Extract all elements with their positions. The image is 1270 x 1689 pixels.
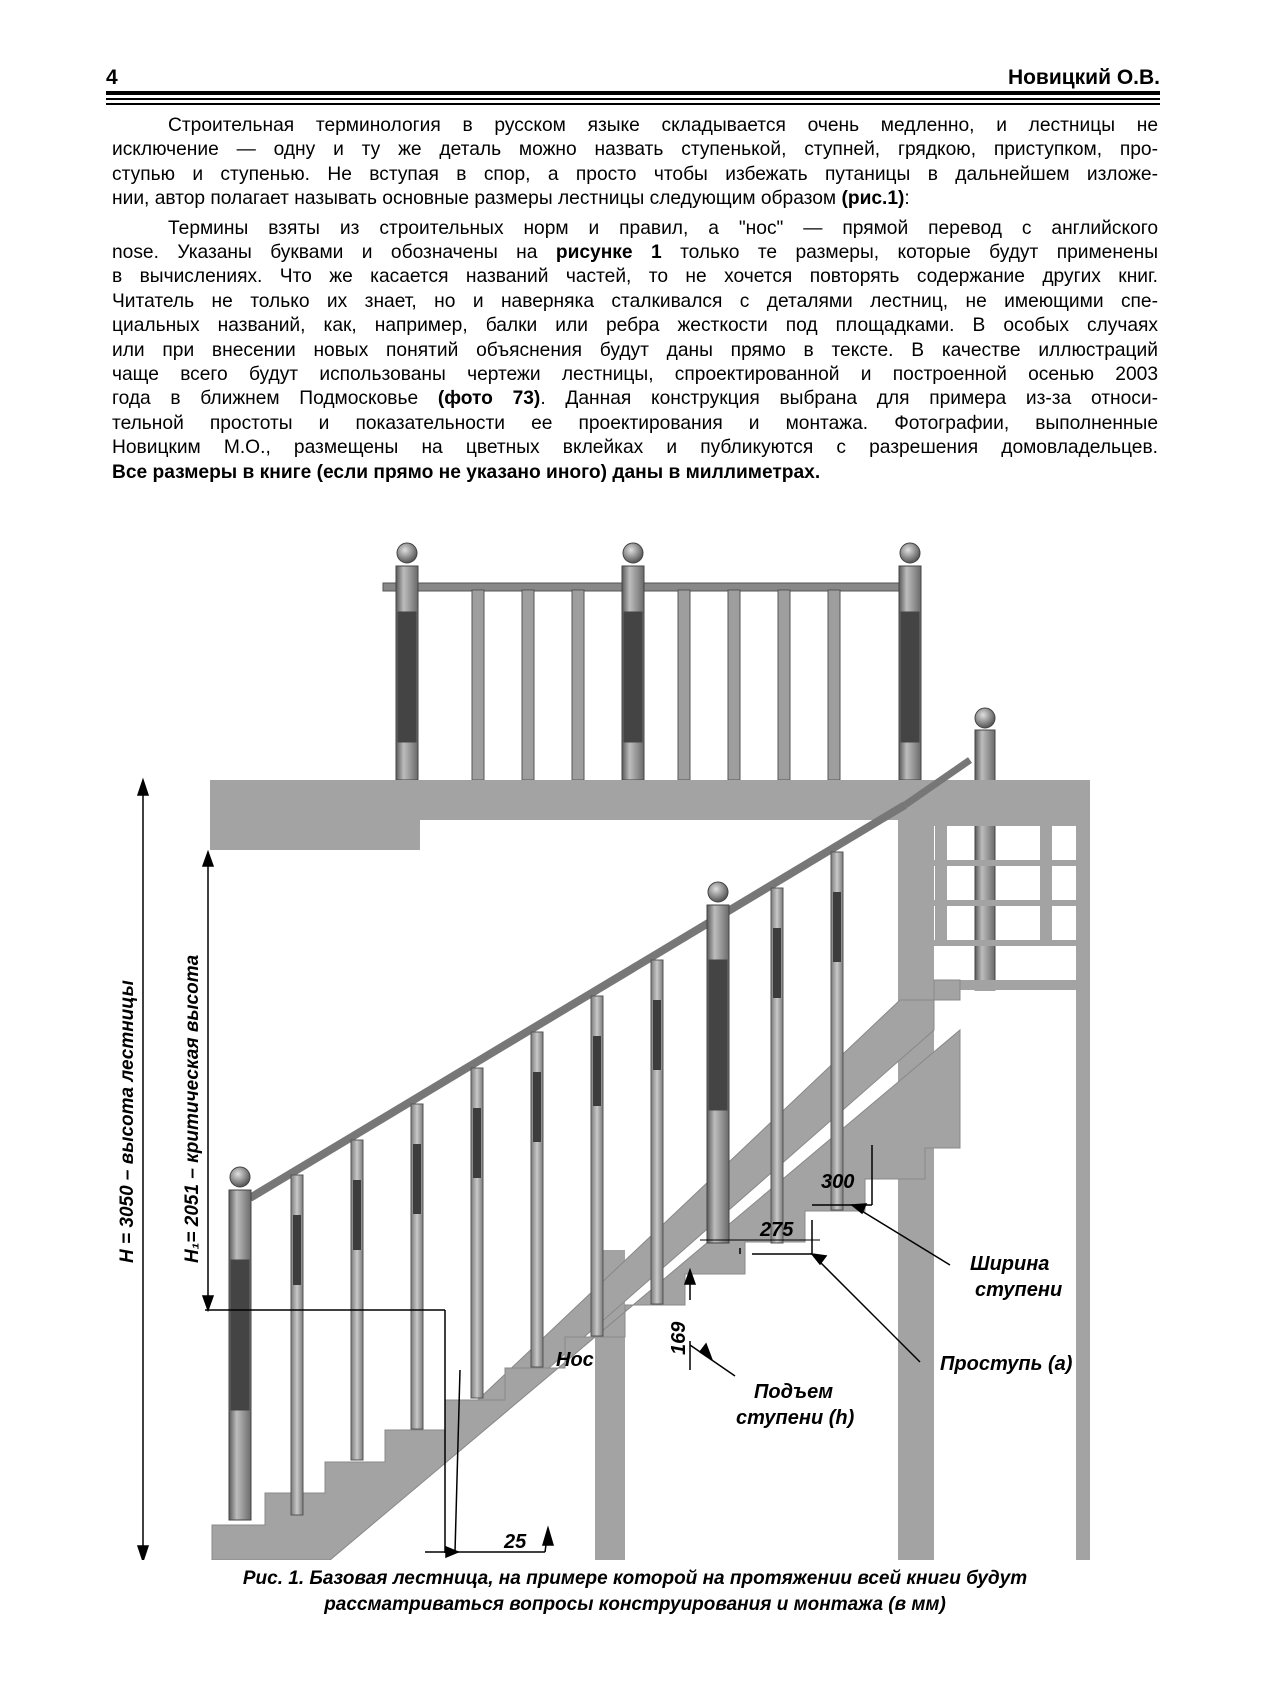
figure-reference: (рис.1)	[841, 188, 905, 210]
text-line: Читатель не только их знает, но и наверняка сталкивался с деталями лестниц, не имеющими спе-	[112, 290, 1158, 312]
header-rule-thin-2	[106, 103, 1160, 105]
text-line: тельной простоты и показательности ее проектирования и монтажа. Фотографии, выполненные	[112, 412, 1158, 434]
text-line: чаще всего будут использованы чертежи лестницы, спроектированной и построенной осенью 2003	[112, 364, 1158, 386]
text-line: нии, автор полагает называть основные размеры лестницы следующим образом (рис.1):	[112, 188, 910, 210]
caption-line: рассматриваться вопросы конструирования и монтажа (в мм)	[324, 1594, 946, 1615]
text-line: nose. Указаны буквами и обозначены на рисунке 1 только те размеры, которые будут применены	[112, 242, 1158, 264]
label-rise-2: ступени (h)	[736, 1407, 855, 1429]
label-rise-1: Подъем	[754, 1381, 834, 1403]
text-line: Новицким М.О., размещены на цветных вклейках и публикуются с разрешения домовладельцев.	[112, 437, 1158, 459]
figure-caption	[112, 1566, 1158, 1618]
critical-height-label: H₁= 2051 – критическая высота	[182, 954, 203, 1263]
text-line: исключение — одну и ту же деталь можно назвать ступенькой, ступней, грядкою, приступком, про-	[112, 139, 1158, 161]
text-line: ступью и ступенью. Не вступая в спор, а просто чтобы избежать путаницы в дальнейшем изложе-	[112, 163, 1158, 185]
photo-reference: (фото 73)	[437, 388, 541, 410]
text-line: года в ближнем Подмосковье (фото 73). Данная конструкция выбрана для примера из-за относи-	[112, 388, 1158, 410]
stair-stringer-and-steps	[212, 980, 960, 1560]
paragraph-terminology	[112, 114, 1158, 212]
landing-platform	[210, 780, 1090, 1560]
running-head-author: Новицкий О.В.	[1007, 66, 1160, 89]
upper-railing	[383, 583, 910, 780]
units-note: Все размеры в книге (если прямо не указано иного) даны в миллиметрах.	[112, 461, 821, 483]
label-step-width-2: ступени	[975, 1279, 1063, 1301]
label-step-width-1: Ширина	[970, 1253, 1050, 1275]
dimension-275: 275	[760, 1219, 794, 1241]
text-line: циальных названий, как, например, балки или ребра жесткости под площадками. В особых случаях	[112, 315, 1158, 337]
dimension-25: 25	[504, 1531, 527, 1553]
header-rule-thin-1	[106, 98, 1160, 100]
text-line: в вычислениях. Что же касается названий частей, то не хочется повторять содержание других книг.	[112, 266, 1158, 288]
staircase-drawing	[0, 500, 1270, 1560]
text-line: или при внесении новых понятий объяснения будут даны прямо в тексте. В качестве иллюстраций	[112, 339, 1158, 361]
overall-height-label: H = 3050 – высота лестницы	[117, 980, 138, 1263]
dimension-169: 169	[668, 1321, 690, 1355]
header-rule-thick	[106, 91, 1160, 95]
label-nose: Нос	[556, 1349, 594, 1371]
dimension-300: 300	[821, 1171, 855, 1193]
body-text	[112, 114, 1158, 485]
text-line: Строительная терминология в русском языке складывается очень медленно, и лестницы не	[168, 115, 1158, 136]
caption-line: Рис. 1. Базовая лестница, на примере которой на протяжении всей книги будут	[242, 1568, 1028, 1589]
support-columns	[595, 805, 934, 1560]
text-line: Термины взяты из строительных норм и правил, а "нос" — прямой перевод с английского	[168, 217, 1158, 239]
figure-reference: рисунке 1	[555, 242, 662, 264]
page-number: 4	[106, 66, 118, 89]
paragraph-terms	[112, 217, 1158, 485]
label-tread: Проступь (а)	[940, 1353, 1073, 1375]
